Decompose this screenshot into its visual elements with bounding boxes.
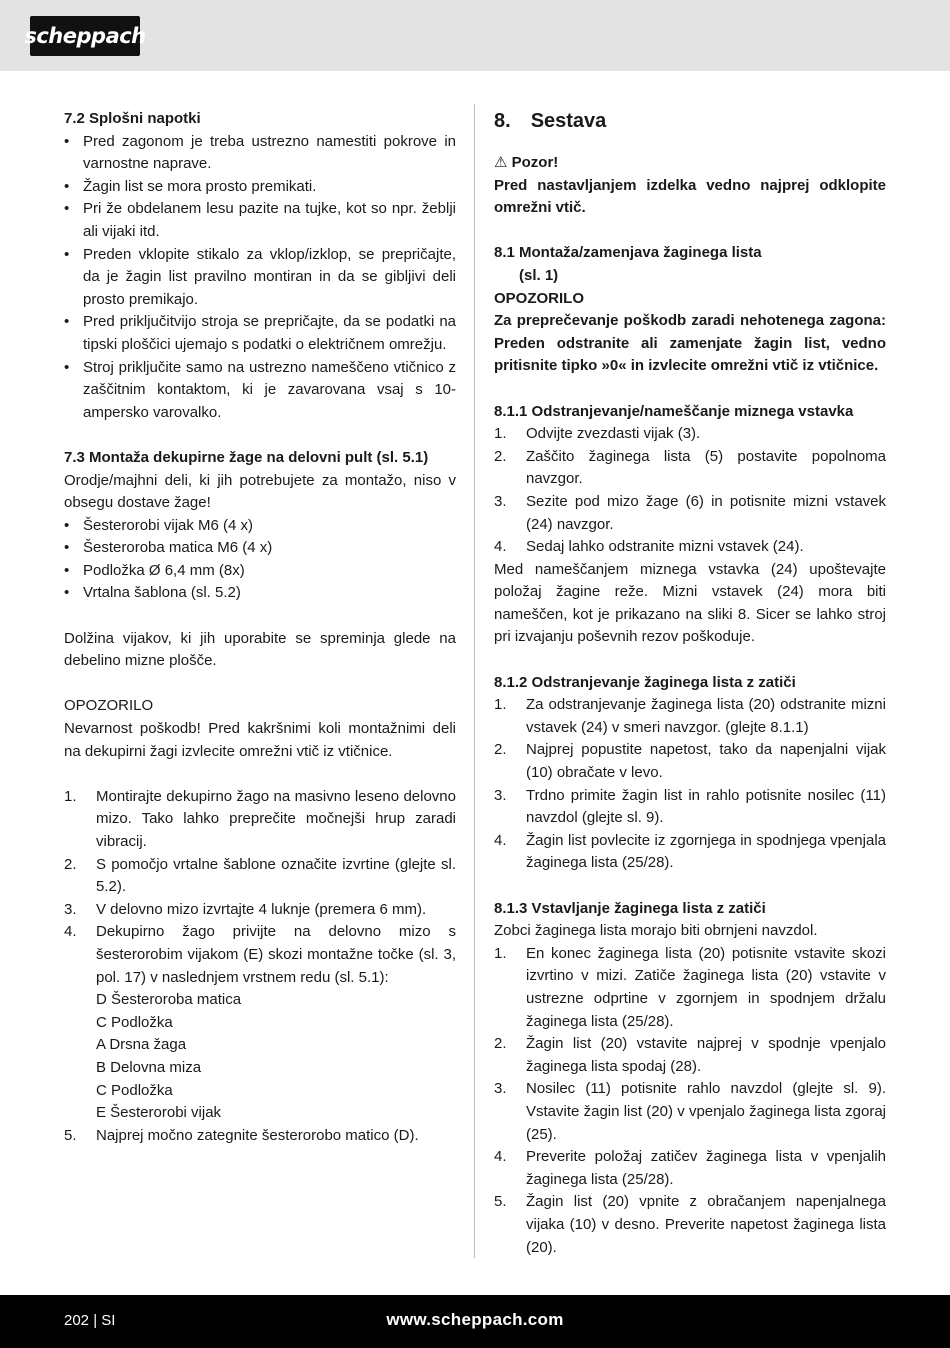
attention-heading: ⚠ Pozor! xyxy=(494,154,559,171)
list-item: 4. Sedaj lahko odstranite mizni vstavek (24). xyxy=(494,538,804,556)
list-item: 3. Sezite pod mizo žage (6) in potisnite mizni vstavek (24) navzgor. xyxy=(494,492,886,533)
list-item: 1. En konec žaginega lista (20) potisnite vstavite skozi izvrtino v mizi. Zatiče žaginega lista (20) vstavite v ustrezne odprtine v zgornjem in spodnjem držalu žaginega lista (25/28). xyxy=(494,944,886,1030)
mounting-parts-list xyxy=(64,515,456,605)
list-item: 1. Za odstranjevanje žaginega lista (20) odstranite mizni vstavek (24) v smeri navzgor. (glejte 8.1.1) xyxy=(494,696,886,736)
list-item: • Stroj priključite samo na ustrezno nameščeno vtičnico z zaščitnim kontaktom, ki je zavarovana vsaj s 10-ampersko varovalko. xyxy=(64,358,456,421)
header-band xyxy=(0,0,950,71)
insert-steps-list xyxy=(494,423,886,559)
list-item: 2. S pomočjo vrtalne šablone označite izvrtine (glejte sl. 5.2). xyxy=(64,855,456,896)
order-item: A Drsna žaga xyxy=(96,1036,187,1054)
list-item: • Podložka Ø 6,4 mm (8x) xyxy=(64,561,245,579)
list-item: 2. Najprej popustite napetost, tako da napenjalni vijak (10) obračate v levo. xyxy=(494,741,886,782)
list-item: • Preden vklopite stikalo za vklop/izklop, se prepričajte, da je žagin list pravilno montiran in da se gibljivi deli prosto premikajo. xyxy=(64,245,456,308)
warning-triangle-icon: ⚠ xyxy=(494,154,508,171)
order-item: D Šesteroroba matica xyxy=(96,991,242,1009)
screw-length-note: Dolžina vijakov, ki jih uporabite se spreminja glede na debelino mizne plošče. xyxy=(64,629,456,670)
list-item: 4. Žagin list povlecite iz zgornjega in spodnjega vpenjala žaginega lista (25/28). xyxy=(494,831,886,872)
list-item: • Vrtalna šablona (sl. 5.2) xyxy=(64,584,241,602)
list-item: 1. Odvijte zvezdasti vijak (3). xyxy=(494,425,701,443)
insert-note: Med nameščanjem miznega vstavka (24) upoštevajte položaj žagine reže. Mizni vstavek (24) mora biti nameščen, kot je prikazano na sliki 8. Sicer se lahko stroj pri izvajanju poševnih rezov poškoduje. xyxy=(494,560,886,646)
list-item: 3. V delovno mizo izvrtajte 4 luknje (premera 6 mm). xyxy=(64,900,427,918)
insertion-steps-list xyxy=(494,943,886,1259)
section-7-3-intro: Orodje/majhni deli, ki jih potrebujete za montažo, niso v obsegu dostave žage! xyxy=(64,471,456,512)
section-8-1-warning-title: OPOZORILO xyxy=(494,289,584,307)
scheppach-logo: scheppach xyxy=(30,16,140,56)
list-item: 2. Žagin list (20) vstavite najprej v spodnje vpenjalo žaginega lista spodaj (28). xyxy=(494,1035,886,1075)
list-item: 4. Dekupirno žago privijte na delovno mizo s šesterorobim vijakom (E) skozi montažne točke (sl. 3, pol. 17) v naslednjem vrstnem redu (sl. 5.1): xyxy=(64,923,456,986)
list-item: • Pri že obdelanem lesu pazite na tujke, kot so npr. žeblji ali vijaki itd. xyxy=(64,200,456,240)
list-item: 5. Najprej močno zategnite šesterorobo matico (D). xyxy=(64,1126,419,1144)
list-item: • Šesteroroba matica M6 (4 x) xyxy=(64,539,273,557)
general-notes-list xyxy=(64,131,456,425)
order-item: B Delovna miza xyxy=(96,1058,202,1076)
left-column xyxy=(64,108,456,1147)
list-item: 1. Montirajte dekupirno žago na masivno leseno delovno mizo. Tako lahko preprečite močnejši hrup zaradi vibracij. xyxy=(64,787,456,850)
footer-bar xyxy=(0,1295,950,1348)
list-item: • Šesterorobi vijak M6 (4 x) xyxy=(64,516,254,534)
attention-text: Pred nastavljanjem izdelka vedno najprej odklopite omrežni vtič. xyxy=(494,176,886,217)
section-8-1-3-title: 8.1.3 Vstavljanje žaginega lista z zatiči xyxy=(494,899,766,917)
list-item: 4. Preverite položaj zatičev žaginega lista v vpenjalih žaginega lista (25/28). xyxy=(494,1148,886,1188)
section-8-1-warning-text: Za preprečevanje poškodb zaradi nehotenega zagona: Preden odstranite ali zamenjate žagin list, vedno pritisnite tipko »0« in izvlecite omrežni vtič iz vtičnice. xyxy=(494,312,886,375)
page-number: 202 | SI xyxy=(64,1312,116,1329)
section-number: 8. xyxy=(494,110,511,132)
website-url: www.scheppach.com xyxy=(386,1310,564,1329)
list-item: 3. Nosilec (11) potisnite rahlo navzdol (glejte sl. 9). Vstavite žagin list (20) v vpenjalo žaginega lista zgoraj (25). xyxy=(494,1080,886,1143)
section-8-title xyxy=(494,108,886,134)
warning-title: OPOZORILO xyxy=(64,697,154,715)
section-7-2-title: 7.2 Splošni napotki xyxy=(64,110,201,127)
section-8-1-2-title: 8.1.2 Odstranjevanje žaginega lista z zatiči xyxy=(494,673,796,691)
removal-steps-list xyxy=(494,694,886,875)
list-item: • Pred priključitvijo stroja se prepričajte, da se podatki na tipski ploščici ujemajo s podatki o električnem omrežju. xyxy=(64,313,456,353)
list-item: 3. Trdno primite žagin list in rahlo potisnite nosilec (11) navzdol (glejte sl. 9). xyxy=(494,786,886,827)
list-item: 2. Zaščito žaginega lista (5) postavite popolnoma navzgor. xyxy=(494,447,886,488)
list-item: • Pred zagonom je treba ustrezno namestiti pokrove in varnostne naprave. xyxy=(64,132,456,173)
section-7-3-title: 7.3 Montaža dekupirne žage na delovni pult (sl. 5.1) xyxy=(64,448,429,466)
order-item: C Podložka xyxy=(96,1081,173,1099)
section-8-1-3-intro: Zobci žaginega lista morajo biti obrnjeni navzdol. xyxy=(494,922,818,940)
section-8-1-1-title: 8.1.1 Odstranjevanje/nameščanje miznega vstavka xyxy=(494,402,854,420)
order-item: E Šesterorobi vijak xyxy=(96,1104,222,1122)
order-item: C Podložka xyxy=(96,1013,173,1031)
section-8-1-title: 8.1 Montaža/zamenjava žaginega lista xyxy=(494,244,762,262)
section-8-1-subtitle: (sl. 1) xyxy=(519,266,559,284)
mounting-steps-list xyxy=(64,786,456,1148)
section-name: Sestava xyxy=(530,110,607,132)
right-column xyxy=(494,108,886,1259)
column-divider xyxy=(474,104,475,1258)
list-item: 5. Žagin list (20) vpnite z obračanjem napenjalnega vijaka (10) v desno. Preverite napetost žaginega lista (20). xyxy=(494,1193,886,1256)
warning-text: Nevarnost poškodb! Pred kakršnimi koli montažnimi deli na dekupirni žagi izvlecite omrežni vtič iz vtičnice. xyxy=(64,720,456,760)
list-item: • Žagin list se mora prosto premikati. xyxy=(64,177,317,195)
